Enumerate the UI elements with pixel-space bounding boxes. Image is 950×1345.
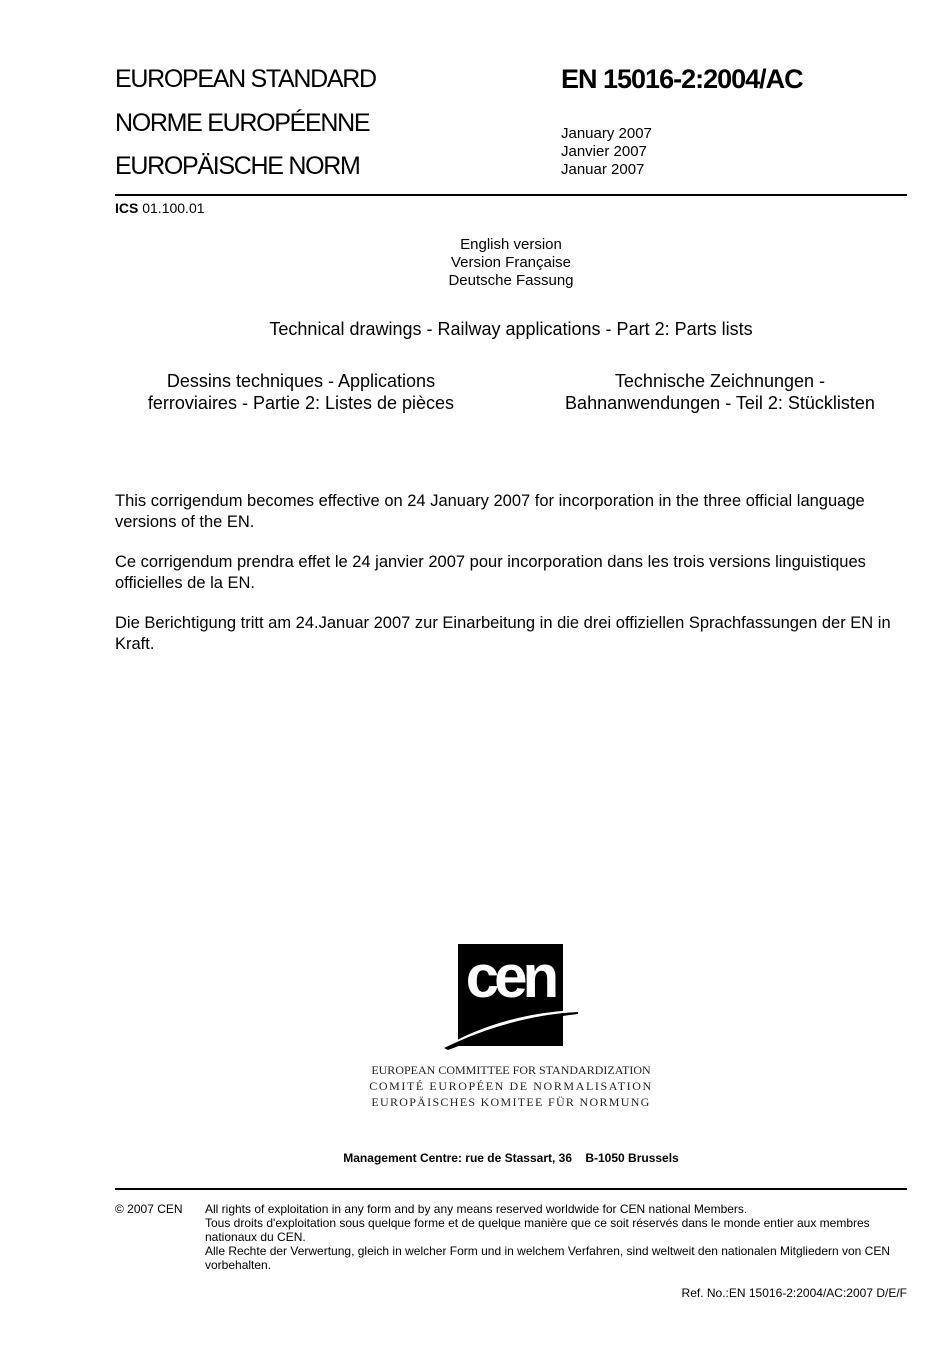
cen-name-de: EUROPÄISCHES KOMITEE FÜR NORMUNG (371, 1095, 651, 1109)
title-de-line2: Bahnanwendungen - Teil 2: Stücklisten (565, 393, 875, 413)
corrigendum-en: This corrigendum becomes effective on 24 January 2007 for incorporation in the three official language versions of the EN. (115, 492, 865, 531)
rights-fr: Tous droits d'exploitation sous quelque forme et de quelque manière que ce soit réservés dans le monde entier aux membres nationaux du CEN. (205, 1216, 870, 1244)
cen-logo-text: cen (465, 943, 555, 1010)
version-de: Deutsche Fassung (448, 272, 574, 289)
date-en: January 2007 (561, 125, 652, 142)
date-fr: Janvier 2007 (561, 143, 647, 160)
version-en: English version (460, 236, 562, 253)
cen-name-en: EUROPEAN COMMITTEE FOR STANDARDIZATION (371, 1063, 651, 1077)
standard-name-de: EUROPÄISCHE NORM (115, 152, 360, 180)
date-de: Januar 2007 (561, 161, 645, 178)
standard-name-fr: NORME EUROPÉENNE (115, 109, 370, 137)
header-divider (115, 194, 907, 196)
title-de (535, 370, 905, 414)
title-de-line1: Technische Zeichnungen - (614, 371, 826, 391)
copyright: © 2007 CEN (115, 1202, 183, 1216)
reference-number: Ref. No.:EN 15016-2:2004/AC:2007 D/E/F (681, 1286, 907, 1300)
cen-name-fr: COMITÉ EUROPÉEN DE NORMALISATION (369, 1079, 653, 1093)
corrigendum-fr: Ce corrigendum prendra effet le 24 janvier 2007 pour incorporation dans les trois versions linguistiques officielles de la EN. (115, 553, 866, 592)
footer-divider (115, 1188, 907, 1190)
cen-logo (444, 942, 578, 1050)
document-number: EN 15016-2:2004/AC (561, 64, 803, 94)
management-centre: Management Centre: rue de Stassart, 36 B-1050 Brussels (343, 1151, 679, 1165)
title-fr-line2: ferroviaires - Partie 2: Listes de pièces (147, 393, 455, 413)
ics-value: 01.100.01 (142, 200, 205, 216)
standard-name-en: EUROPEAN STANDARD (115, 65, 376, 93)
ics-label: ICS (115, 200, 139, 216)
title-en: Technical drawings - Railway applications - Part 2: Parts lists (269, 319, 753, 339)
ics-line (115, 200, 205, 216)
corrigendum-de: Die Berichtigung tritt am 24.Januar 2007 zur Einarbeitung in die drei offiziellen Sprachfassungen der EN in Kraft. (115, 614, 891, 653)
title-fr-line1: Dessins techniques - Applications (166, 371, 436, 391)
rights-block (205, 1202, 905, 1272)
title-fr (115, 370, 487, 414)
rights-de: Alle Rechte der Verwertung, gleich in welcher Form und in welchem Verfahren, sind weltweit den nationalen Mitgliedern von CEN vorbehalten. (205, 1244, 891, 1272)
cen-logo-icon (444, 942, 578, 1050)
version-fr: Version Française (450, 254, 572, 271)
rights-en: All rights of exploitation in any form and by any means reserved worldwide for CEN national Members. (205, 1202, 748, 1216)
